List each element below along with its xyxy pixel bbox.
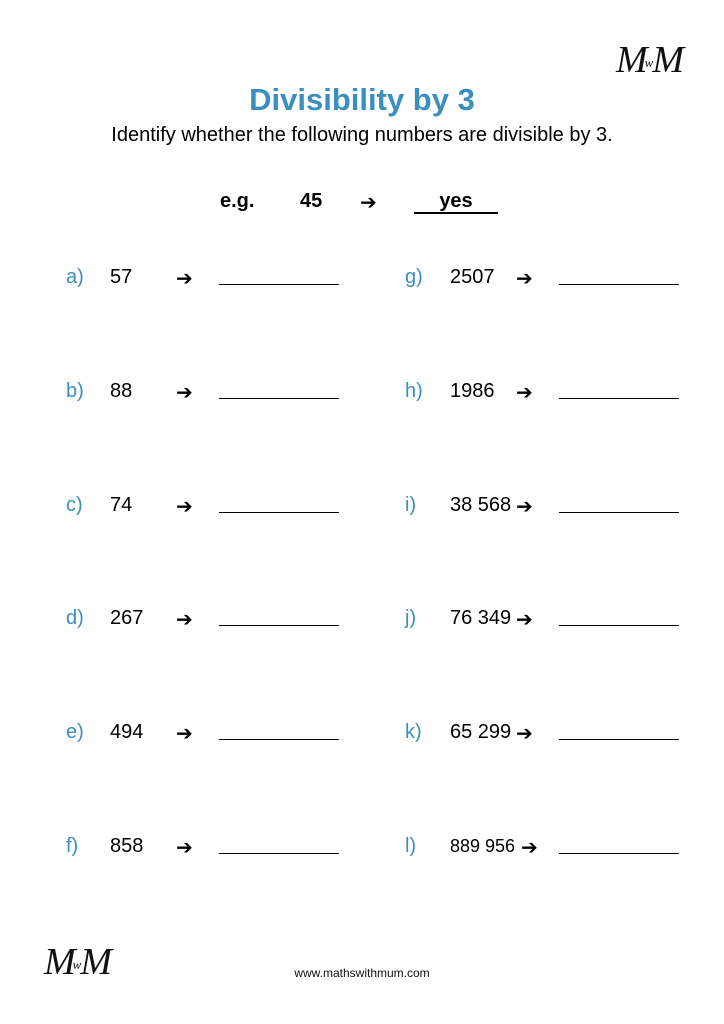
- question-g: [0, 266, 724, 294]
- arrow-icon: ➔: [176, 723, 193, 745]
- question-letter: g): [405, 266, 423, 288]
- arrow-icon: ➔: [176, 268, 193, 290]
- arrow-icon: ➔: [176, 496, 193, 518]
- arrow-icon: ➔: [360, 192, 377, 214]
- arrow-icon: ➔: [176, 609, 193, 631]
- arrow-icon: ➔: [521, 837, 538, 859]
- question-number: 88: [110, 380, 133, 402]
- example-number: 45: [300, 190, 323, 212]
- question-number: 74: [110, 494, 133, 516]
- question-letter: e): [66, 721, 84, 743]
- question-letter: f): [66, 835, 79, 857]
- question-letter: k): [405, 721, 422, 743]
- question-letter: a): [66, 266, 84, 288]
- question-number: 267: [110, 607, 144, 629]
- question-letter: j): [405, 607, 417, 629]
- answer-blank[interactable]: [559, 607, 679, 626]
- arrow-icon: ➔: [516, 723, 533, 745]
- question-letter: h): [405, 380, 423, 402]
- instructions: Identify whether the following numbers are divisible by 3.: [111, 124, 613, 146]
- question-number: 858: [110, 835, 144, 857]
- answer-blank[interactable]: [559, 266, 679, 285]
- answer-blank[interactable]: [559, 721, 679, 740]
- arrow-icon: ➔: [516, 496, 533, 518]
- question-number: 494: [110, 721, 144, 743]
- answer-blank[interactable]: [559, 380, 679, 399]
- question-number: 2507: [450, 266, 495, 288]
- question-letter: d): [66, 607, 84, 629]
- question-letter: c): [66, 494, 83, 516]
- example-answer: yes: [414, 190, 498, 214]
- logo-letter: M: [44, 941, 74, 983]
- arrow-icon: ➔: [516, 609, 533, 631]
- page-title: Divisibility by 3: [249, 82, 475, 117]
- arrow-icon: ➔: [176, 837, 193, 859]
- answer-blank[interactable]: [559, 494, 679, 513]
- question-letter: i): [405, 494, 417, 516]
- logo-letter: w: [644, 55, 654, 71]
- question-number: 38 568: [450, 494, 512, 516]
- question-number: 76 349: [450, 607, 512, 629]
- question-j: [0, 607, 724, 635]
- question-letter: l): [405, 835, 417, 857]
- question-number: 57: [110, 266, 133, 288]
- question-number: 1986: [450, 380, 495, 402]
- question-l: [0, 835, 724, 863]
- question-k: [0, 721, 724, 749]
- arrow-icon: ➔: [176, 382, 193, 404]
- arrow-icon: ➔: [516, 268, 533, 290]
- answer-blank[interactable]: [559, 835, 679, 854]
- example-row: [0, 190, 724, 218]
- question-i: [0, 494, 724, 522]
- logo-letter: w: [72, 957, 82, 973]
- example-label: e.g.: [220, 190, 255, 212]
- website-footer: www.mathswithmum.com: [294, 966, 430, 980]
- logo-letter: M: [80, 941, 110, 983]
- question-number: 889 956: [450, 836, 516, 856]
- question-h: [0, 380, 724, 408]
- logo-letter: M: [652, 39, 682, 81]
- logo-letter: M: [616, 39, 646, 81]
- question-number: 65 299: [450, 721, 512, 743]
- arrow-icon: ➔: [516, 382, 533, 404]
- question-letter: b): [66, 380, 84, 402]
- logo: [616, 38, 682, 82]
